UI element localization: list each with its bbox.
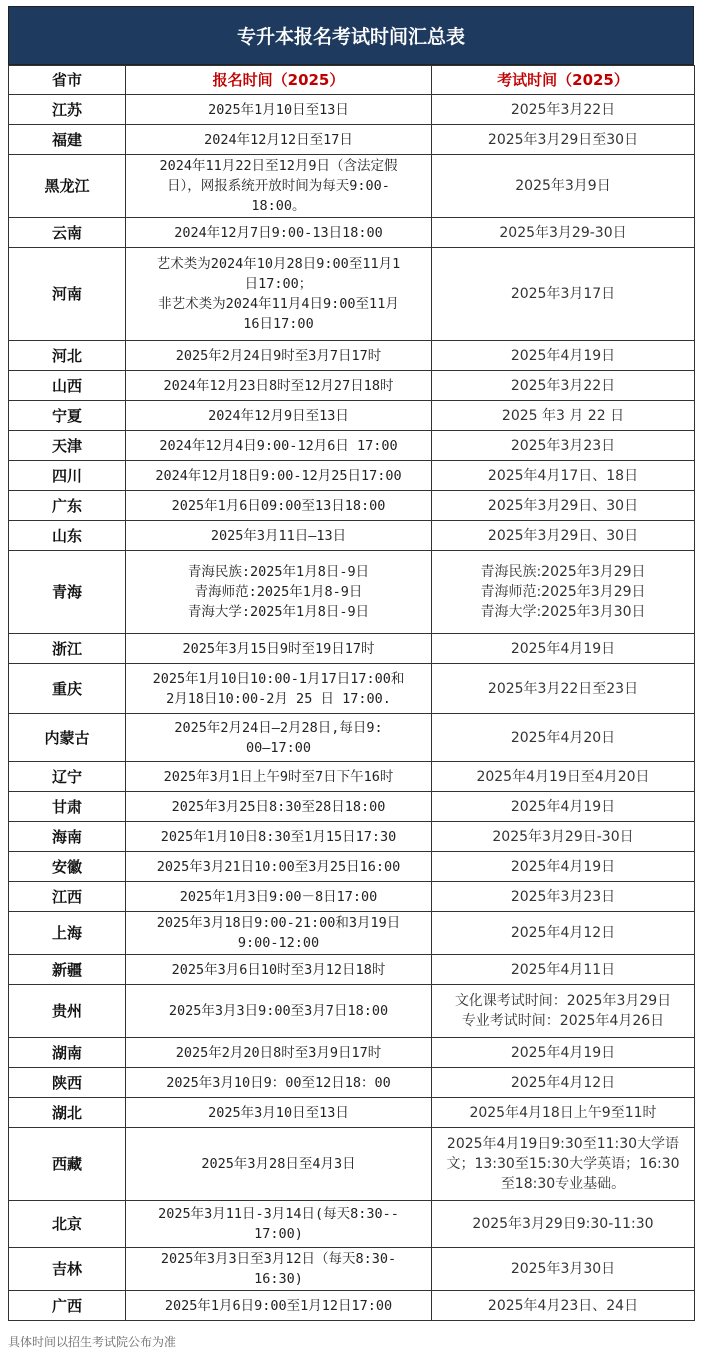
registration-line: 2月18日10:00-2月 25 日 17:00. (166, 690, 391, 707)
table-row (9, 341, 695, 371)
exam-cell (432, 248, 695, 341)
exam-cell (432, 341, 695, 371)
exam-cell (432, 491, 695, 521)
registration-line: 2025年3月6日10时至3月12日18时 (171, 961, 386, 978)
registration-cell (126, 852, 432, 882)
province-cell: 云南 (9, 218, 126, 248)
exam-line: 2025年3月23日 (510, 437, 616, 454)
registration-line: 2024年12月7日9:00-13日18:00 (174, 224, 383, 241)
province-cell: 上海 (9, 912, 126, 955)
exam-cell (432, 431, 695, 461)
registration-line: 16:30) (254, 1271, 303, 1287)
exam-line: 青海大学:2025年3月30日 (480, 604, 646, 620)
province-cell: 西藏 (9, 1128, 126, 1201)
table-row (9, 521, 695, 551)
province-cell: 湖北 (9, 1098, 126, 1128)
province-cell: 海南 (9, 822, 126, 852)
table-row (9, 792, 695, 822)
exam-line: 2025年4月20日 (510, 729, 616, 746)
registration-cell (126, 1038, 432, 1068)
table-row (9, 1201, 695, 1248)
registration-cell (126, 762, 432, 792)
schedule-table (8, 65, 695, 1321)
registration-cell (126, 1098, 432, 1128)
exam-cell (432, 461, 695, 491)
exam-cell (432, 664, 695, 714)
table-title: 专升本报名考试时间汇总表 (8, 6, 694, 65)
province-cell: 宁夏 (9, 401, 126, 431)
registration-line: 2024年11月22日至12月9日（含法定假 (159, 158, 398, 174)
registration-line: 日17:00； (244, 276, 313, 292)
exam-cell (432, 634, 695, 664)
exam-line: 2025年3月22日至23日 (487, 680, 639, 697)
registration-cell (126, 1068, 432, 1098)
table-row (9, 1098, 695, 1128)
registration-line: 2025年3月3日9:00至3月7日18:00 (168, 1003, 389, 1019)
registration-line: 日），网报系统开放时间为每天9:00- (167, 178, 390, 194)
province-cell: 甘肃 (9, 792, 126, 822)
table-body (9, 95, 695, 1321)
header-registration: 报名时间（2025） (126, 66, 432, 95)
registration-cell (126, 1248, 432, 1291)
exam-line: 2025年3月9日 (515, 178, 611, 194)
table-row (9, 882, 695, 912)
exam-line: 青海师范:2025年3月29日 (480, 584, 646, 600)
exam-line: 文；13:30至15:30大学英语；16:30 (446, 1156, 680, 1172)
exam-cell (432, 155, 695, 218)
registration-line: 2025年3月21日10:00至3月25日16:00 (156, 858, 401, 875)
exam-line: 青海民族:2025年3月29日 (480, 564, 646, 580)
exam-line: 2025年4月19日 (510, 798, 616, 815)
table-row (9, 912, 695, 955)
registration-cell (126, 912, 432, 955)
exam-line: 2025年4月19日 (510, 640, 616, 657)
registration-cell (126, 371, 432, 401)
registration-cell (126, 822, 432, 852)
exam-cell (432, 912, 695, 955)
table-row (9, 1068, 695, 1098)
registration-cell (126, 714, 432, 762)
exam-cell (432, 218, 695, 248)
province-cell: 新疆 (9, 955, 126, 985)
province-cell: 山东 (9, 521, 126, 551)
registration-cell (126, 401, 432, 431)
registration-line: 2025年1月6日09:00至13日18:00 (171, 497, 386, 514)
province-cell: 天津 (9, 431, 126, 461)
registration-line: 2024年12月18日9:00-12月25日17:00 (155, 467, 402, 484)
registration-cell (126, 955, 432, 985)
province-cell: 北京 (9, 1201, 126, 1248)
exam-line: 2025年3月23日 (510, 888, 616, 905)
registration-line: 2025年3月15日9时至19日17时 (182, 640, 375, 657)
exam-line: 2025年3月29-30日 (499, 224, 627, 241)
table-row (9, 955, 695, 985)
registration-line: 2025年3月28日至4月3日 (201, 1156, 356, 1172)
table-row (9, 551, 695, 634)
province-cell: 江苏 (9, 95, 126, 125)
registration-line: 非艺术类为2024年11月4日9:00至11月 (158, 296, 399, 312)
province-cell: 陕西 (9, 1068, 126, 1098)
province-cell: 四川 (9, 461, 126, 491)
registration-line: 2025年3月25日8:30至28日18:00 (171, 798, 386, 815)
province-cell: 内蒙古 (9, 714, 126, 762)
registration-line: 2025年3月18日9:00-21:00和3月19日 (156, 915, 401, 931)
registration-line: 2024年12月4日9:00-12月6日 17:00 (159, 437, 398, 454)
registration-cell (126, 664, 432, 714)
province-cell: 江西 (9, 882, 126, 912)
registration-cell (126, 218, 432, 248)
registration-cell (126, 985, 432, 1038)
exam-cell (432, 852, 695, 882)
exam-line: 2025年3月29日、30日 (487, 497, 639, 514)
exam-cell (432, 792, 695, 822)
registration-line: 2025年3月11日-3月14日(每天8:30-- (158, 1206, 399, 1222)
exam-line: 2025年4月23日、24日 (487, 1297, 639, 1314)
province-cell: 湖南 (9, 1038, 126, 1068)
registration-line: 2025年3月11日—13日 (210, 527, 347, 544)
registration-line: 青海民族:2025年1月8日-9日 (187, 564, 370, 580)
registration-cell (126, 1201, 432, 1248)
registration-cell (126, 792, 432, 822)
registration-line: 2025年2月20日8时至3月9日17时 (175, 1044, 382, 1061)
exam-cell (432, 1038, 695, 1068)
exam-cell (432, 882, 695, 912)
exam-line: 2025年4月18日上午9至11时 (469, 1104, 657, 1121)
table-row (9, 714, 695, 762)
registration-cell (126, 1128, 432, 1201)
exam-line: 2025年4月11日 (510, 961, 616, 978)
table-row (9, 1291, 695, 1321)
registration-line: 2024年12月9日至13日 (208, 407, 349, 424)
province-cell: 吉林 (9, 1248, 126, 1291)
table-row (9, 634, 695, 664)
exam-cell (432, 955, 695, 985)
exam-line: 2025年4月17日、18日 (487, 467, 639, 484)
province-cell: 安徽 (9, 852, 126, 882)
exam-cell (432, 401, 695, 431)
exam-cell (432, 1248, 695, 1291)
registration-line: 青海师范:2025年1月8-9日 (194, 584, 363, 600)
table-row (9, 822, 695, 852)
province-cell: 贵州 (9, 985, 126, 1038)
province-cell: 广西 (9, 1291, 126, 1321)
exam-cell (432, 985, 695, 1038)
registration-cell (126, 521, 432, 551)
registration-cell (126, 95, 432, 125)
province-cell: 河南 (9, 248, 126, 341)
province-cell: 浙江 (9, 634, 126, 664)
exam-cell (432, 762, 695, 792)
table-row (9, 125, 695, 155)
exam-line: 2025年3月29日9:30-11:30 (472, 1216, 654, 1232)
registration-line: 2025年3月3日至3月12日（每天8:30- (160, 1251, 397, 1267)
table-row (9, 664, 695, 714)
exam-line: 2025年4月12日 (510, 1074, 616, 1091)
table-row (9, 431, 695, 461)
header-province: 省市 (9, 66, 126, 95)
exam-line: 2025年4月19日9:30至11:30大学语 (446, 1136, 680, 1152)
table-row (9, 95, 695, 125)
province-cell: 辽宁 (9, 762, 126, 792)
registration-line: 2024年12月23日8时至12月27日18时 (163, 377, 394, 394)
registration-line: 2025年1月10日10:00-1月17日17:00和 (152, 670, 405, 687)
summary-table-container (8, 6, 694, 1321)
registration-cell (126, 634, 432, 664)
exam-cell (432, 95, 695, 125)
registration-cell (126, 155, 432, 218)
registration-line: 2025年3月1日上午9时至7日下午16时 (163, 768, 394, 785)
province-cell: 重庆 (9, 664, 126, 714)
registration-line: 艺术类为2024年10月28日9:00至11月1 (156, 256, 401, 272)
province-cell: 广东 (9, 491, 126, 521)
registration-line: 2025年3月10日至13日 (208, 1104, 349, 1121)
exam-line: 至18:30专业基础。 (500, 1176, 626, 1192)
table-row (9, 401, 695, 431)
registration-line: 青海大学:2025年1月8日-9日 (187, 604, 370, 620)
table-row (9, 1128, 695, 1201)
exam-line: 2025年4月19日 (510, 858, 616, 875)
registration-line: 00—17:00 (245, 739, 312, 756)
exam-line: 2025年3月22日 (510, 101, 616, 118)
header-exam: 考试时间（2025） (432, 66, 695, 95)
registration-line: 17:00) (254, 1226, 303, 1242)
exam-cell (432, 125, 695, 155)
registration-cell (126, 1291, 432, 1321)
table-row (9, 218, 695, 248)
registration-cell (126, 551, 432, 634)
registration-line: 2025年1月10日8:30至1月15日17:30 (160, 828, 397, 845)
exam-line: 2025年3月29日至30日 (487, 131, 639, 148)
exam-cell (432, 822, 695, 852)
registration-cell (126, 248, 432, 341)
exam-line: 2025年4月19日至4月20日 (476, 768, 650, 785)
exam-cell (432, 1128, 695, 1201)
exam-cell (432, 371, 695, 401)
exam-line: 2025年4月12日 (510, 925, 616, 941)
table-row (9, 248, 695, 341)
registration-cell (126, 461, 432, 491)
registration-line: 2024年12月12日至17日 (204, 131, 353, 148)
table-row (9, 461, 695, 491)
table-row (9, 155, 695, 218)
exam-cell (432, 1291, 695, 1321)
exam-line: 2025年4月19日 (510, 347, 616, 364)
registration-cell (126, 125, 432, 155)
exam-cell (432, 521, 695, 551)
exam-line: 2025年3月17日 (510, 286, 616, 302)
exam-line: 2025年3月29日、30日 (487, 527, 639, 544)
registration-line: 9:00-12:00 (237, 935, 320, 951)
registration-line: 2025年1月3日9:00－8日17:00 (179, 888, 378, 905)
exam-cell (432, 714, 695, 762)
exam-cell (432, 1068, 695, 1098)
registration-line: 2025年3月10日9：00至12日18：00 (166, 1074, 391, 1091)
table-row (9, 852, 695, 882)
registration-line: 2025年1月10日至13日 (208, 101, 349, 118)
table-row (9, 985, 695, 1038)
exam-cell (432, 1201, 695, 1248)
province-cell: 福建 (9, 125, 126, 155)
registration-cell (126, 882, 432, 912)
registration-line: 18:00。 (251, 198, 306, 214)
registration-line: 2025年2月24日—2月28日,每日9: (174, 719, 383, 736)
exam-line: 2025年3月22日 (510, 377, 616, 394)
exam-line: 2025年3月30日 (510, 1261, 616, 1277)
registration-cell (126, 491, 432, 521)
table-row (9, 1038, 695, 1068)
registration-cell (126, 341, 432, 371)
table-row (9, 491, 695, 521)
table-row (9, 1248, 695, 1291)
registration-line: 16日17:00 (243, 316, 314, 332)
province-cell: 黑龙江 (9, 155, 126, 218)
footnote: 具体时间以招生考试院公布为准 (8, 1335, 177, 1349)
exam-line: 2025年4月19日 (510, 1044, 616, 1061)
exam-line: 2025 年3 月 22 日 (501, 407, 625, 424)
exam-line: 2025年3月29日-30日 (492, 828, 634, 845)
exam-cell (432, 1098, 695, 1128)
exam-line: 文化课考试时间：2025年3月29日 (454, 993, 672, 1009)
province-cell: 河北 (9, 341, 126, 371)
registration-cell (126, 431, 432, 461)
province-cell: 青海 (9, 551, 126, 634)
table-row (9, 371, 695, 401)
registration-line: 2025年1月6日9:00至1月12日17:00 (164, 1297, 393, 1314)
registration-line: 2025年2月24日9时至3月7日17时 (175, 347, 382, 364)
province-cell: 山西 (9, 371, 126, 401)
exam-cell (432, 551, 695, 634)
exam-line: 专业考试时间：2025年4月26日 (461, 1013, 665, 1029)
table-row (9, 762, 695, 792)
